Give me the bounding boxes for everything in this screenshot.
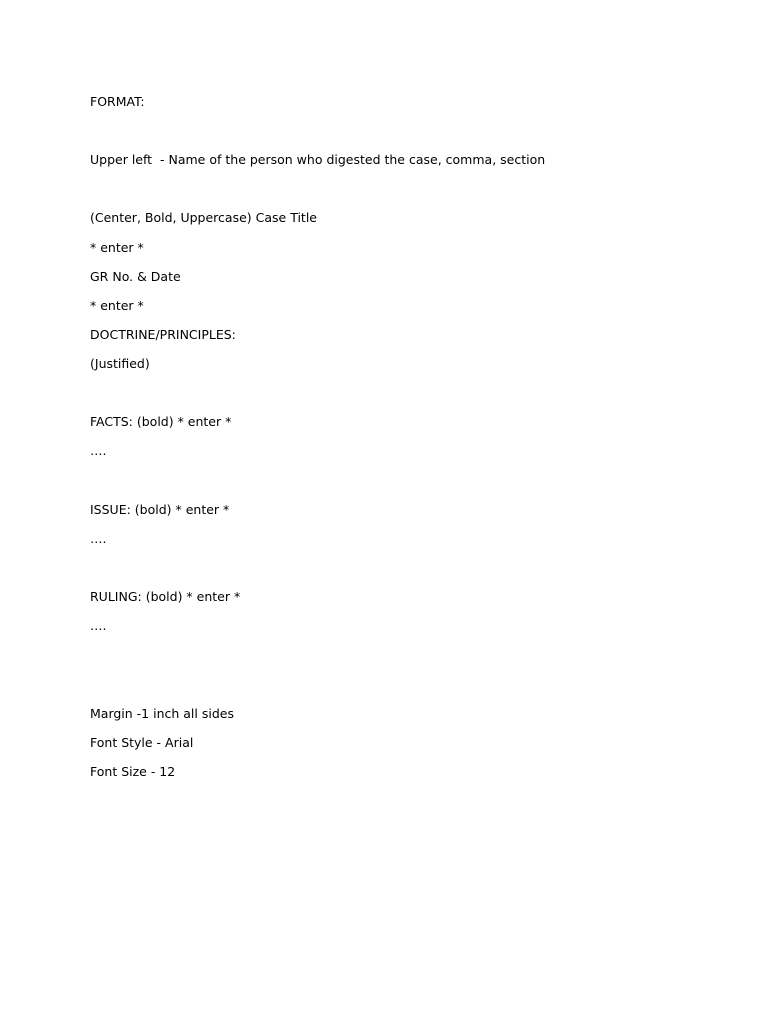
enter-line-2: * enter *: [90, 298, 144, 313]
enter-line-1: * enter *: [90, 240, 144, 255]
facts-ellipsis: ….: [90, 443, 107, 458]
facts-heading: FACTS: (bold) * enter *: [90, 414, 232, 429]
font-size-line: Font Size - 12: [90, 764, 176, 779]
gr-no-date-line: GR No. & Date: [90, 269, 181, 284]
issue-ellipsis: ….: [90, 531, 107, 546]
justified-line: (Justified): [90, 356, 150, 371]
issue-heading: ISSUE: (bold) * enter *: [90, 502, 230, 517]
format-heading: FORMAT:: [90, 94, 145, 109]
ruling-ellipsis: ….: [90, 618, 107, 633]
doctrine-heading: DOCTRINE/PRINCIPLES:: [90, 327, 236, 342]
upper-left-line: Upper left - Name of the person who digested the case, comma, section: [90, 152, 546, 167]
margin-line: Margin -1 inch all sides: [90, 706, 234, 721]
case-title-line: (Center, Bold, Uppercase) Case Title: [90, 210, 317, 225]
ruling-heading: RULING: (bold) * enter *: [90, 589, 241, 604]
font-style-line: Font Style - Arial: [90, 735, 194, 750]
